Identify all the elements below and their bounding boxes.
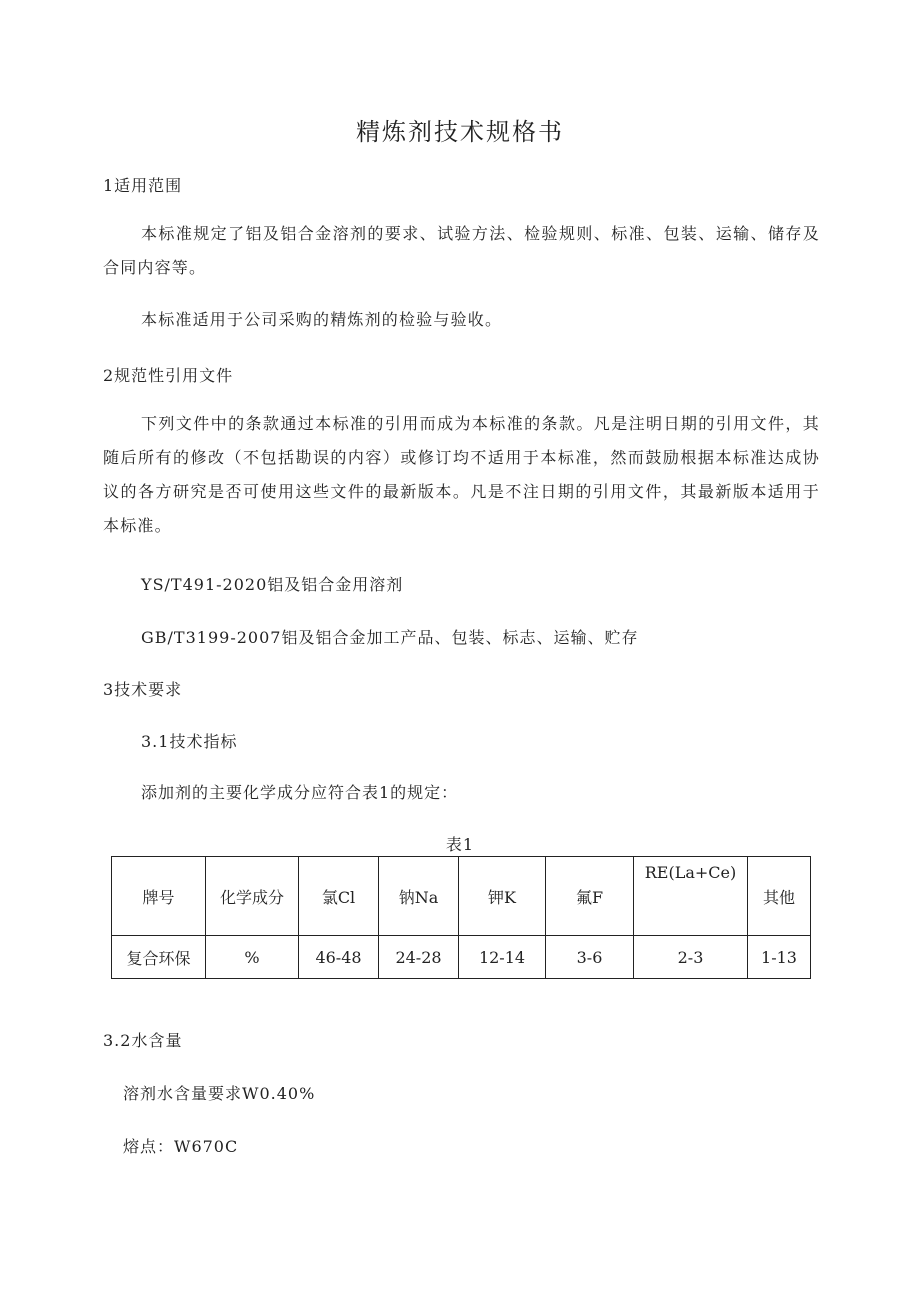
header-cell-other: 其他 (748, 857, 811, 936)
header-cell-grade: 牌号 (112, 857, 206, 936)
section-3-heading: 3技术要求 (103, 680, 183, 699)
header-cell-sodium: 钠Na (379, 857, 459, 936)
melting-point: 熔点：W670C (123, 1137, 239, 1156)
water-content-requirement: 溶剂水含量要求W0.40% (123, 1084, 316, 1103)
cell-potassium: 12-14 (459, 936, 546, 979)
table-row (112, 936, 811, 979)
table-header-row (112, 857, 811, 936)
document-title: 精炼剂技术规格书 (356, 118, 564, 146)
header-cell-rare-earth: RE(La+Ce) (634, 857, 748, 936)
cell-other: 1-13 (748, 936, 811, 979)
cell-sodium: 24-28 (379, 936, 459, 979)
section-1-heading: 1适用范围 (103, 176, 183, 195)
cell-fluorine: 3-6 (546, 936, 634, 979)
subsection-3-1-heading: 3.1技术指标 (141, 732, 238, 751)
reference-1: YS/T491-2020铝及铝合金用溶剂 (141, 575, 404, 594)
section-2-heading: 2规范性引用文件 (103, 366, 234, 385)
section-2-paragraph: 下列文件中的条款通过本标准的引用而成为本标准的条款。凡是注明日期的引用文件，其随后所有的修改（不包括勘误的内容）或修订均不适用于本标准，然而鼓励根据本标准达成协议的各方研究是否可使用这些文件的最新版本。凡是不注日期的引用文件，其最新版本适用于本标准。 (103, 414, 820, 535)
header-cell-composition: 化学成分 (206, 857, 299, 936)
section-1-paragraph-1: 本标准规定了铝及铝合金溶剂的要求、试验方法、检验规则、标准、包装、运输、储存及合同内容等。 (103, 224, 820, 277)
table-intro: 添加剂的主要化学成分应符合表1的规定： (141, 783, 459, 802)
reference-2: GB/T3199-2007铝及铝合金加工产品、包装、标志、运输、贮存 (141, 628, 639, 647)
cell-unit: % (206, 936, 299, 979)
header-cell-chlorine: 氯Cl (299, 857, 379, 936)
section-1-paragraph-2: 本标准适用于公司采购的精炼剂的检验与验收。 (141, 310, 503, 329)
cell-rare-earth: 2-3 (634, 936, 748, 979)
cell-grade: 复合环保 (112, 936, 206, 979)
composition-table (111, 856, 811, 979)
subsection-3-2-heading: 3.2水含量 (103, 1031, 183, 1050)
header-cell-potassium: 钾K (459, 857, 546, 936)
header-cell-fluorine: 氟F (546, 857, 634, 936)
cell-chlorine: 46-48 (299, 936, 379, 979)
table-caption: 表1 (445, 835, 475, 854)
